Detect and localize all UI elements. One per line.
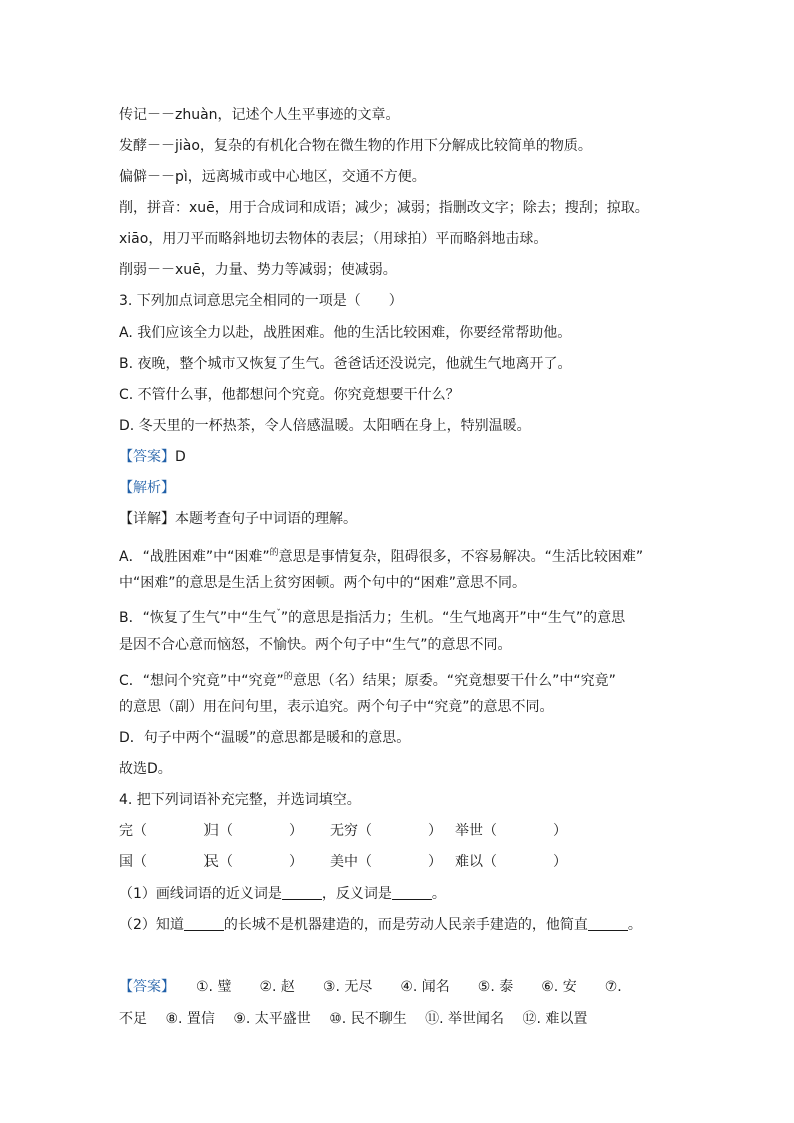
detail-tag: 【详解】 (119, 511, 175, 527)
detail-text: 本题考查句子中词语的理解。 (175, 511, 357, 527)
choose-line: 故选D。 (119, 761, 172, 777)
question-3-answer (119, 448, 186, 466)
explanation-c-line2: 的意思（副）用在问句里，表示追究。两个句子中“究竟”的意思不同。 (119, 699, 554, 715)
question-3-analysis (119, 479, 175, 497)
analysis-tag: 【解析】 (119, 480, 175, 496)
question-3-option-a: A. 我们应该全力以赴，战胜困难。他的生活比较困难，你要经常帮助他。 (119, 325, 572, 341)
answer-blank (588, 916, 628, 931)
question-4-sub-2: （2）知道 的长城不是机器建造的，而是劳动人民亲手建造的，他简直 。 (119, 917, 642, 933)
question-3-option-d: D. 冬天里的一杯热茶，令人倍感温暖。太阳晒在身上，特别温暖。 (119, 418, 531, 434)
fill-cell-8: 难以（ ） (455, 854, 567, 870)
answer-blank (282, 885, 322, 900)
fill-cell-4: 举世（ ） (455, 823, 567, 839)
explanation-a-line2: 中“困难”的意思是生活上贫穷困顿。两个句中的“困难”意思不同。 (119, 575, 527, 591)
fill-cell-3: 无穷（ ） (330, 823, 442, 839)
definition-xiao: xiāo，用刀平而略斜地切去物体的表层；（用球拍）平而略斜地击球。 (119, 231, 548, 247)
answer-tag: 【答案】 (119, 449, 175, 465)
answer-value: D (175, 449, 186, 465)
explanation-b-line2: 是因不合心意而恼怒，不愉快。两个句子中“生气”的意思不同。 (119, 637, 512, 653)
fill-cell-2: 归（ ） (205, 823, 303, 839)
answer-blank (392, 885, 432, 900)
explanation-a-line1: A．“战胜困难”中“困难”$^的$意思是事情复杂，阻碍很多，不容易解决。“生活比较困难” (119, 548, 644, 565)
definition-xue: 削，拼音：xuē，用于合成词和成语；减少；减弱；指删改文字；除去；搜刮；掠取。 (119, 200, 649, 216)
explanation-c-line1: C．“想问个究竟”中“究竟”$^的$意思（名）结果；原委。“究竟想要干什么”中“究竟” (119, 672, 616, 689)
question-4-answer-line1: 【答案】 ①. 璧 ②. 赵 ③. 无尽 ④. 闻名 ⑤. 泰 ⑥. 安 ⑦. (119, 979, 622, 995)
definition-fajiao: 发酵－－jiào，复杂的有机化合物在微生物的作用下分解成比较简单的物质。 (119, 138, 592, 154)
definition-zhuanji: 传记－－zhuàn，记述个人生平事迹的文章。 (119, 107, 400, 123)
definition-xueruo: 削弱－－xuē，力量、势力等减弱；使减弱。 (119, 262, 397, 278)
question-3-option-b: B. 夜晚，整个城市又恢复了生气。爸爸话还没说完，他就生气地离开了。 (119, 356, 572, 372)
fill-cell-1: 完（ ） (119, 823, 217, 839)
question-3-option-c: C. 不管什么事，他都想问个究竟。你究竟想要干什么？ (119, 387, 460, 403)
fill-cell-5: 国（ ） (119, 854, 217, 870)
fill-cell-6: 民（ ） (205, 854, 303, 870)
fill-cell-7: 美中（ ） (330, 854, 442, 870)
question-4-answer-line2: 不足 ⑧. 置信 ⑨. 太平盛世 ⑩. 民不聊生 ⑪. 举世闻名 ⑫. 难以置 (119, 1011, 588, 1027)
answer-blank (184, 916, 224, 931)
explanation-d: D．句子中两个“温暖”的意思都是暖和的意思。 (119, 730, 411, 746)
question-4-sub-1: （1）画线词语的近义词是 ，反义词是 。 (119, 886, 446, 902)
definition-pianpi: 偏僻－－pì，远离城市或中心地区，交通不方便。 (119, 169, 426, 185)
question-3-stem: 3. 下列加点词意思完全相同的一项是（ ） (119, 293, 403, 309)
question-3-detail (119, 510, 357, 528)
answer-tag: 【答案】 (119, 979, 168, 995)
question-4-stem: 4. 把下列词语补充完整，并选词填空。 (119, 792, 361, 808)
explanation-b-line1: B．“恢复了生气”中“生气$^ˇ$”的意思是指活力；生机。“生气地离开”中“生气”的意思 (119, 609, 626, 626)
